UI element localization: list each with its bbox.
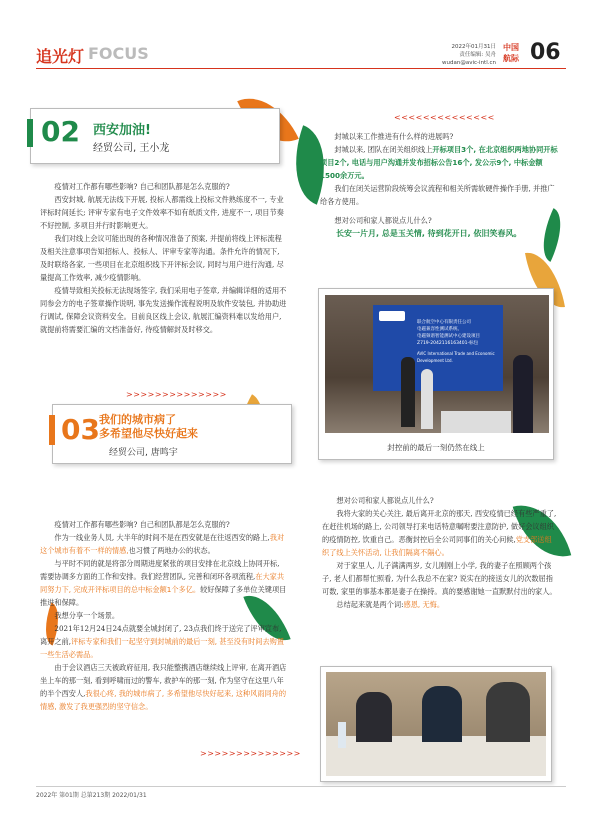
person-figure [401, 357, 415, 427]
text: 较好保障了多单位关键项目推进和保障。 [40, 585, 287, 607]
highlight-text: 感恩, 无悔。 [403, 600, 445, 609]
person-figure [421, 369, 433, 429]
screen-logo [379, 311, 405, 321]
article2-body-left [40, 518, 288, 713]
article2-question2: 想对公司和家人都说点儿什么? [336, 496, 434, 505]
divider-bottom: >>>>>>>>>>>>>> [200, 749, 301, 758]
article1-title: 西安加油! [93, 123, 151, 138]
article1-question3: 想对公司和家人都说点儿什么? [334, 216, 432, 225]
article1-author: 经贸公司, 王小龙 [93, 143, 170, 154]
article2-paragraph: 对于家里人, 儿子满满两岁, 女儿刚刚上小学, 我的妻子在照顾两个孩子, 老人们都帮忙照看, 为什么我总不在家? 说实在的接送女儿的次数屈指可数, 家里的事基本都是妻子在操持。真的要感谢她一直默默付出的家人。 [322, 561, 557, 596]
header-meta [436, 43, 496, 67]
person-figure [513, 355, 533, 433]
article2-title-card [52, 404, 292, 464]
text: 封城以来, 团队在闭关组织线上 [334, 145, 433, 154]
highlight-text: 党支部送组织了线上关怀活动, 让我们隔离不隔心。 [322, 535, 552, 557]
article1-paragraph: 疫情导致相关投标无法现场签字, 我们采用电子签章, 并编辑详细的适用不同参会方的电子签章操作说明, 事先发送操作流程说明及软件安装包, 并协助进行调试, 保障会议资料安全。目前良区线上会议, 航展汇编资料难以发给用户, 就提前将需要汇编的文档准备好, 待疫情解封及时移交。 [40, 286, 287, 334]
photo-caption: 封控前的最后一刻仍然在线上 [387, 443, 485, 452]
article1-paragraph: 我们在闭关运营阶段统筹会议流程和相关所需软硬件操作手册, 并推广给各方使用。 [320, 184, 555, 206]
article1-accent-bar [27, 119, 33, 147]
article2-body-right [322, 494, 558, 611]
article1-question1: 疫情对工作都有哪些影响? 自己和团队都是怎么克服的? [54, 182, 230, 191]
article2-paragraph [40, 661, 288, 713]
issue-date: 2022年01月31日 [451, 44, 496, 50]
person-figure [486, 682, 530, 742]
article1-paragraph: 西安封城, 航展无法线下开展, 投标人都需线上投标文件熟练度不一, 专业评标时间延长; 评审专家有电子文件效率不如有纸质文件, 进度不一, 项目节奏不好控制, 多项目并行时影响更大。 [40, 195, 284, 230]
text: 总结起来就是两个词: [336, 600, 404, 609]
document-stack [441, 411, 511, 433]
article1-paragraph [320, 143, 558, 182]
meeting-photo [326, 672, 546, 776]
article1-body-left [40, 180, 288, 336]
article2-paragraph [40, 531, 288, 557]
article2-paragraph [322, 598, 558, 611]
section-title-en: FOCUS [88, 44, 149, 63]
highlight-text: 评标专家和我们一起坚守到封城前的最后一刻, 甚至没有时间去购置一些生活必需品。 [40, 637, 285, 659]
highlight-text: 开标项目3个, 在北京组织两地协同开标项目2个, 电话与用户沟通并发布招标公告16个, 发公示9个, 中标金额1500余万元。 [320, 145, 558, 180]
footer-rule [36, 786, 566, 787]
header [0, 0, 600, 70]
text: 我将大家的关心关注, 最后离开北京的那天, 西安疫情已经有些严重了, 在赶往机场的路上, 公司领导打来电话特意嘱咐要注意防护, 做好会议组织的疫情防控, 饮重自己。恶衡封控后全公司同事们的关心问候, [322, 509, 557, 544]
divider-mid-left: >>>>>>>>>>>>>> [126, 390, 227, 399]
highlight-text: 我很心疼, 我的城市病了, 多希望他尽快好起来, 这种风雨同舟的情感, 激发了我更强烈的坚守信念。 [40, 689, 287, 711]
footer-issue: 2022年 第01期 总第213期 2022/01/31 [36, 792, 147, 799]
article1-number: 02 [41, 115, 80, 148]
table-surface [326, 736, 546, 776]
text: 由于会议酒店三天被政府征用, 我只能整携酒店继续线上评审, 在离开酒店坐上车的那一刻, 看到呼啸而过的警车, 救护车的那一刻, 作为坚守在这里八年的半个西安人, [40, 663, 287, 698]
article1-quote: 长安一片月, 总是玉关情, 待到花开日, 依旧笑春风。 [336, 229, 522, 238]
divider-top: <<<<<<<<<<<<<< [394, 113, 495, 122]
article2-accent-bar [49, 415, 55, 445]
logo-line2: 航际 [503, 54, 519, 63]
article2-title-line1: 我们的城市病了 [99, 413, 176, 426]
article2-question1: 疫情对工作都有哪些影响? 自己和团队都是怎么克服的? [54, 520, 230, 529]
text: 与平时不同的就是将部分周期进度紧张的项目安排在北京线上协同开标, 需要协调多方面的工作和安排。我们经营团队, 完善和闭环各项流程, [40, 559, 280, 581]
photo-card-2 [320, 666, 552, 782]
article2-paragraph: 我想分享一个场景。 [54, 611, 120, 620]
photo-card-1 [318, 288, 554, 460]
article2-paragraph [40, 557, 288, 609]
article2-paragraph [322, 507, 558, 559]
article1-title-card [30, 108, 280, 164]
highlight-text: 在大家共同努力下, 完成开评标项目的总中标金额1个多亿。 [40, 572, 285, 594]
highlight-text: 我对这个城市有着不一样的情感, [40, 533, 285, 555]
logo-line1: 中国 [503, 43, 519, 52]
article1-paragraph: 我们对线上会议可能出现的各种情况准备了预案, 并提前将线上评标流程及相关注意事项告知招标人、投标人、评审专家等沟通。条件允许的情况下, 及时联络各家, 一些项目在北京组织线下开评标会议, 同时与用户进行沟通, 尽量提高工作效率, 减少疫情影响。 [40, 234, 284, 282]
screen-text: AVIC International Trade and Economic Development Ltd. [417, 351, 495, 363]
article2-title-line2: 多希望他尽快好起来 [99, 427, 198, 440]
article2-paragraph [40, 622, 288, 661]
person-figure [422, 686, 462, 742]
article2-number: 03 [61, 413, 100, 446]
header-rule [36, 68, 566, 69]
article1-body-right [320, 130, 558, 240]
article2-author: 经贸公司, 唐鸣宇 [109, 448, 178, 458]
page-number: 06 [530, 40, 561, 65]
water-bottle [338, 722, 346, 748]
editor-email[interactable]: wudan@avic-intl.cn [442, 60, 496, 66]
screen-text: Z719-2042116163401-标包 [417, 341, 479, 346]
text: 也习惯了两地办公的状态。 [128, 546, 215, 555]
person-figure [356, 692, 392, 742]
meeting-photo [325, 295, 549, 433]
presentation-screen [373, 305, 503, 391]
screen-text: 电磁频谱智能测试中心建设项目 [417, 334, 480, 339]
editor: 责任编辑: 吴舟 [459, 52, 496, 58]
screen-text: 电磁兼容性测试系统、 [417, 327, 462, 332]
text: 2021年12月24日24点就要全城封闭了, 23点我们终于送完了评审宣布, 离开之前, [40, 624, 282, 646]
article1-question2: 封城以来工作推进有什么样的进展吗? [334, 132, 454, 141]
logo [500, 42, 522, 68]
screen-text: 联合航空中心有限责任公司 [417, 320, 471, 325]
section-title-cn: 追光灯 [36, 47, 85, 66]
text: 作为一线业务人员, 大半年的时间不是在西安就是在往返西安的路上, [54, 533, 270, 542]
